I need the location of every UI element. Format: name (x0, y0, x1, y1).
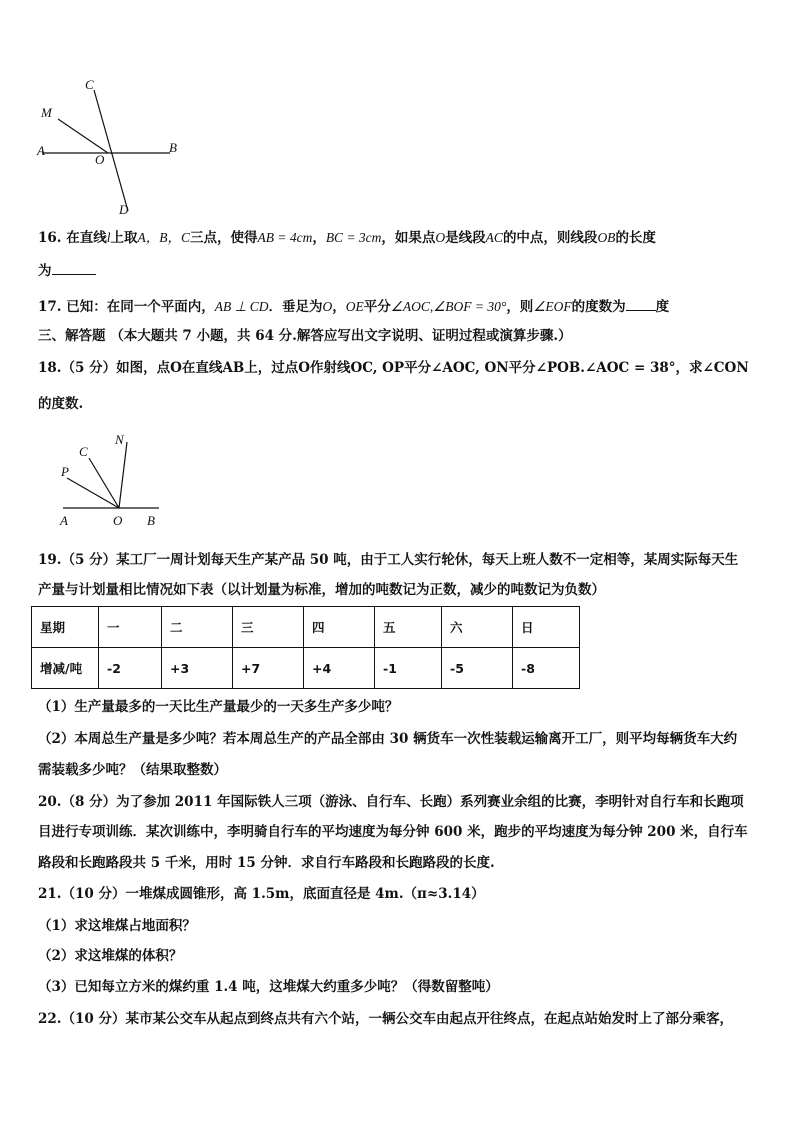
question-19-line-1 (38, 550, 768, 570)
question-number: 18. (38, 360, 62, 376)
question-18-line-1 (38, 358, 768, 378)
var-ac: AC (485, 230, 503, 245)
q16-text: 是线段 (445, 230, 486, 246)
line-cd (94, 90, 128, 211)
question-19-line-2: 产量与计划量相比情况如下表（以计划量为标准，增加的吨数记为正数，减少的吨数记为负数） (38, 582, 605, 598)
table-cell: 六 (442, 607, 513, 648)
label-o: O (95, 152, 105, 167)
table-cell: 五 (375, 607, 442, 648)
label-c: C (85, 77, 94, 92)
q16-text: 三点，使得 (189, 230, 258, 246)
table-cell: 星期 (32, 607, 99, 648)
question-19-sub-2-line-1: （2）本周总生产量是多少吨？若本周总生产的产品全部由 30 辆货车一次性装载运输离开工厂，则平均每辆货车大约 (38, 731, 738, 747)
ray-om (58, 119, 108, 153)
question-number: 21. (38, 886, 62, 902)
table-row (32, 648, 580, 689)
expr-perp: AB ⊥ CD (214, 299, 269, 314)
q17-text: 的度数为 (571, 299, 626, 315)
var-o: O (322, 299, 333, 314)
label-b: B (169, 140, 177, 155)
label-d: D (119, 202, 129, 217)
q16-text: 在直线 (66, 230, 107, 246)
question-21-line-1 (38, 884, 768, 904)
label-c: C (79, 444, 88, 459)
question-number: 19. (38, 552, 62, 568)
table-row (32, 607, 580, 648)
question-number: 22. (38, 1011, 62, 1027)
production-table (31, 606, 580, 689)
question-21-sub-2: （2）求这堆煤的体积？ (38, 948, 183, 964)
q21-text: （10 分）一堆煤成圆锥形，高 1.5m，底面直径是 4m.（π≈3.14） (61, 886, 485, 902)
answer-blank[interactable] (626, 296, 656, 311)
table-cell: 三 (233, 607, 304, 648)
label-n: N (115, 432, 124, 447)
table-cell: -5 (442, 648, 513, 689)
section-heading: 三、解答题 （本大题共 7 小题，共 64 分.解答应写出文字说明、证明过程或演算步骤.） (38, 328, 572, 344)
question-19-sub-1: （1）生产量最多的一天比生产量最少的一天多生产多少吨？ (38, 699, 399, 715)
q16-text: 上取 (110, 230, 138, 246)
q16-text: 的长度 (615, 230, 656, 246)
q16-text: 的中点，则线段 (502, 230, 598, 246)
q16-text: 为 (38, 263, 52, 279)
figure-rays-aob (55, 432, 175, 532)
table-cell: +4 (304, 648, 375, 689)
expr-bc: BC = 3cm (325, 230, 382, 245)
label-o: O (113, 513, 123, 528)
q17-text: 度 (655, 299, 670, 315)
label-a: A (37, 143, 45, 158)
q16-sep: ， (312, 230, 326, 246)
table-cell: +3 (162, 648, 233, 689)
table-cell: -8 (513, 648, 580, 689)
question-20-line-3: 路段和长跑路段共 5 千米，用时 15 分钟．求自行车路段和长跑路段的长度. (38, 855, 495, 871)
figure-lines-cd-ab (30, 75, 190, 220)
q17-text: ，则 (506, 299, 534, 315)
question-number: 16. (38, 230, 62, 246)
question-21-sub-3: （3）已知每立方米的煤约重 1.4 吨，这堆煤大约重多少吨？（得数留整吨） (38, 979, 499, 995)
ray-oc (89, 458, 119, 508)
question-20-line-2: 目进行专项训练．某次训练中，李明骑自行车的平均速度为每分钟 600 米，跑步的平均速度为每分钟 200 米，自行车 (38, 824, 748, 840)
table-cell: +7 (233, 648, 304, 689)
table-cell: 一 (99, 607, 162, 648)
table-cell: 日 (513, 607, 580, 648)
expr-eof: ∠EOF (533, 299, 572, 314)
question-22-line-1 (38, 1009, 768, 1029)
answer-blank[interactable] (52, 260, 96, 275)
question-number: 17. (38, 299, 62, 315)
expr-ab: AB = 4cm (257, 230, 313, 245)
label-b: B (147, 513, 155, 528)
points-abc: A，B，C (137, 230, 190, 245)
ray-op (67, 478, 119, 508)
q22-text: （10 分）某市某公交车从起点到终点共有六个站，一辆公交车由起点开往终点，在起点站始发时上了部分乘客， (61, 1011, 733, 1027)
question-20-line-1 (38, 792, 768, 812)
question-21-sub-1: （1）求这堆煤占地面积？ (38, 918, 196, 934)
q20-text: （8 分）为了参加 2011 年国际铁人三项（游泳、自行车、长跑）系列赛业余组的比赛，李明针对自行车和长跑项 (61, 794, 744, 810)
question-17 (38, 296, 768, 317)
q17-text: ， (332, 299, 346, 315)
question-18-line-2: 的度数. (38, 396, 84, 412)
table-cell: 增减/吨 (32, 648, 99, 689)
question-16-line-1 (38, 228, 768, 248)
table-cell: -2 (99, 648, 162, 689)
var-l: l (106, 230, 111, 245)
question-16-line-2 (38, 260, 768, 281)
ray-on (119, 442, 127, 508)
var-o: O (435, 230, 446, 245)
q17-text: 平分 (363, 299, 391, 315)
label-p: P (61, 464, 69, 479)
q19-text: （5 分）某工厂一周计划每天生产某产品 50 吨，由于工人实行轮休，每天上班人数不一定相等，某周实际每天生 (61, 552, 739, 568)
label-m: M (41, 105, 52, 120)
question-number: 20. (38, 794, 62, 810)
label-a: A (60, 513, 68, 528)
table-cell: 二 (162, 607, 233, 648)
var-ob: OB (597, 230, 616, 245)
q18-text: （5 分）如图，点O在直线AB上，过点O作射线OC, OP平分∠AOC, ON平分∠POB.∠AOC = 38°，求∠CON (61, 360, 749, 376)
q17-text: ．垂足为 (268, 299, 323, 315)
q16-text: ，如果点 (381, 230, 436, 246)
question-19-sub-2-line-2: 需装载多少吨？（结果取整数） (38, 762, 227, 778)
var-oe: OE (345, 299, 364, 314)
table-cell: 四 (304, 607, 375, 648)
q17-text: 已知：在同一个平面内， (66, 299, 215, 315)
table-cell: -1 (375, 648, 442, 689)
expr-angles: ∠AOC,∠BOF = 30° (390, 299, 507, 314)
